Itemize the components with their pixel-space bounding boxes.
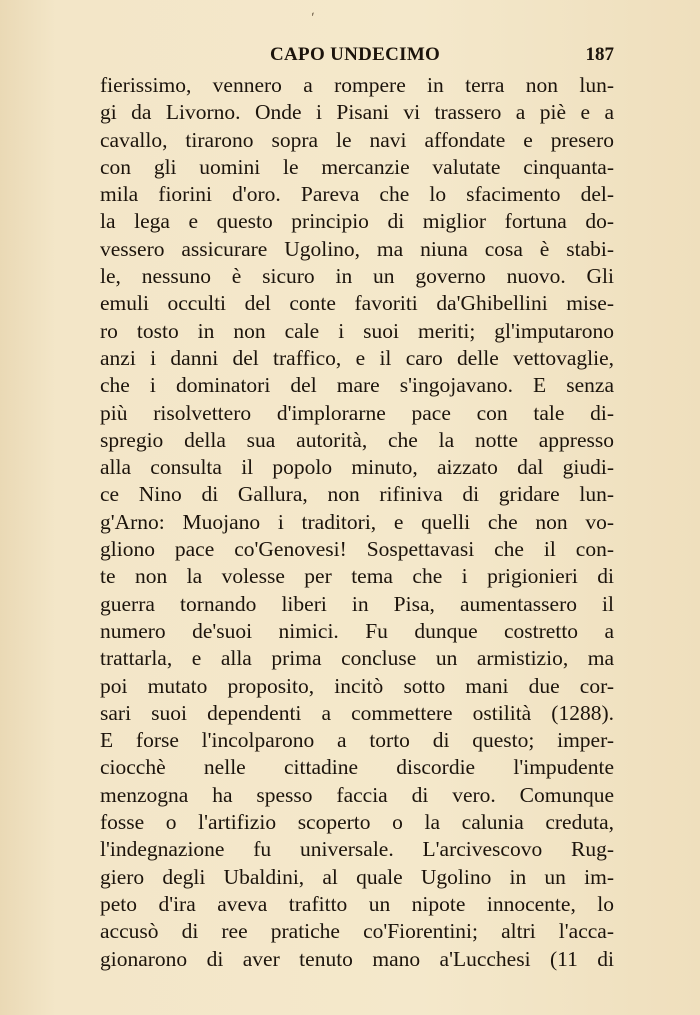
text-line: gionarono di aver tenuto mano a'Lucchesi (11 di — [100, 946, 614, 971]
text-line: emuli occulti del conte favoriti da'Ghibellini mise- — [100, 291, 614, 316]
text-line: più risolvettero d'implorarne pace con tale di- — [100, 400, 614, 425]
text-line: guerra tornando liberi in Pisa, aumentassero il — [100, 591, 614, 616]
text-line: peto d'ira aveva trafitto un nipote innocente, lo — [100, 891, 614, 916]
ink-mark: ´ — [308, 11, 322, 28]
text-line: le, nessuno è sicuro in un governo nuovo. Gli — [100, 264, 614, 289]
text-line: mila fiorini d'oro. Pareva che lo sfacimento del- — [100, 182, 614, 207]
text-line: accusò di ree pratiche co'Fiorentini; altri l'acca- — [100, 919, 614, 944]
text-line: trattarla, e alla prima concluse un armistizio, ma — [100, 646, 614, 671]
text-line: sari suoi dependenti a commettere ostilità (1288). — [100, 700, 614, 725]
text-line: poi mutato proposito, incitò sotto mani due cor- — [100, 673, 614, 698]
text-line: gliono pace co'Genovesi! Sospettavasi che il con- — [100, 537, 614, 562]
running-title: CAPO UNDECIMO — [270, 44, 441, 65]
body-text — [100, 72, 614, 973]
text-line: ce Nino di Gallura, non rifiniva di gridare lun- — [100, 482, 614, 507]
text-line: g'Arno: Muojano i traditori, e quelli che non vo- — [100, 509, 614, 534]
text-line: vessero assicurare Ugolino, ma niuna cosa è stabi- — [100, 236, 614, 261]
text-line: con gli uomini le mercanzie valutate cinquanta- — [100, 154, 614, 179]
text-line: fierissimo, vennero a rompere in terra non lun- — [100, 73, 614, 97]
text-line: l'indegnazione fu universale. L'arcivescovo Rug- — [100, 837, 614, 862]
text-line: ciocchè nelle cittadine discordie l'impudente — [100, 755, 614, 780]
page-header — [100, 44, 614, 74]
text-line: che i dominatori del mare s'ingojavano. E senza — [100, 373, 614, 398]
text-line: alla consulta il popolo minuto, aizzato dal giudi- — [100, 455, 614, 480]
text-line: la lega e questo principio di miglior fortuna do- — [100, 209, 614, 234]
text-line: spregio della sua autorità, che la notte appresso — [100, 427, 614, 452]
text-line: te non la volesse per tema che i prigionieri di — [100, 564, 614, 589]
text-line: ro tosto in non cale i suoi meriti; gl'imputarono — [100, 318, 614, 343]
text-line: cavallo, tirarono sopra le navi affondate e presero — [100, 127, 614, 152]
text-line: numero de'suoi nimici. Fu dunque costretto a — [100, 618, 614, 643]
text-line: giero degli Ubaldini, al quale Ugolino in un im- — [100, 864, 614, 889]
page-number: 187 — [585, 44, 614, 65]
text-line: fosse o l'artifizio scoperto o la calunia creduta, — [100, 810, 614, 835]
text-line: menzogna ha spesso faccia di vero. Comunque — [100, 782, 614, 807]
text-line: gi da Livorno. Onde i Pisani vi trassero a piè e a — [100, 100, 614, 125]
text-line: E forse l'incolparono a torto di questo; imper- — [100, 728, 614, 753]
text-line: anzi i danni del traffico, e il caro delle vettovaglie, — [100, 345, 614, 370]
